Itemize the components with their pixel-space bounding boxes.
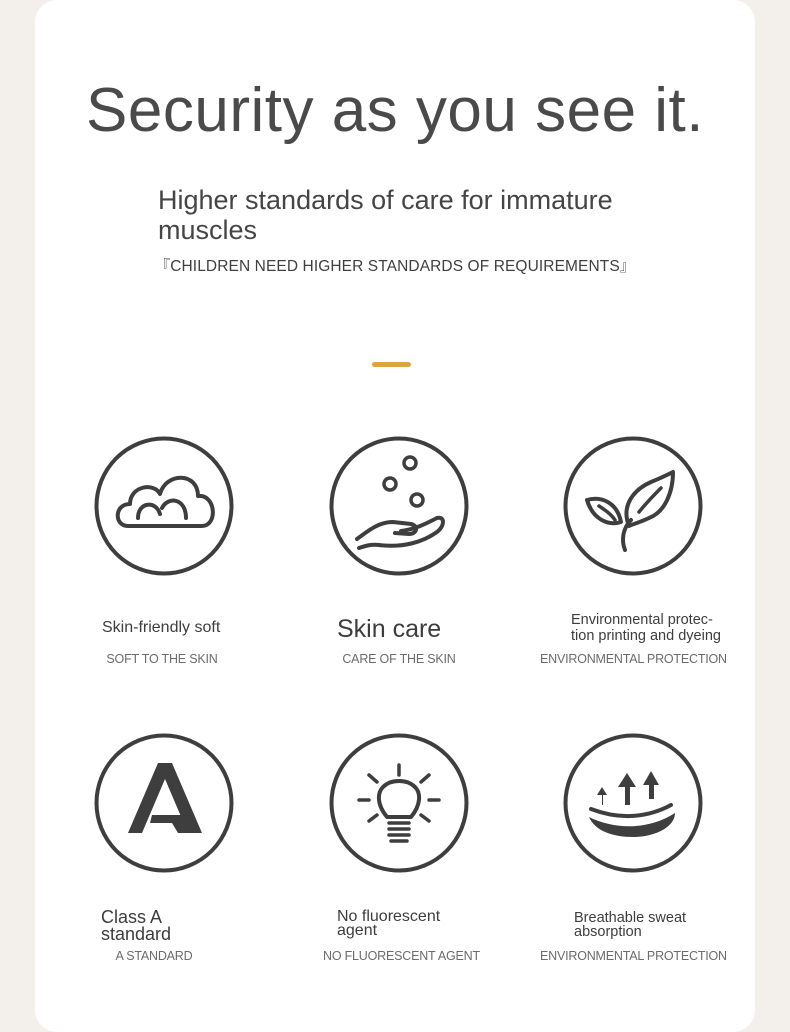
feature-title-line: No fluorescent (337, 908, 441, 925)
page-headline: Security as you see it. (86, 76, 704, 145)
breathable-arrows-icon (563, 733, 703, 873)
accent-divider (372, 362, 411, 367)
hand-bubbles-icon (329, 436, 469, 576)
feature-title-line: standard (101, 924, 172, 944)
feature-title-line: absorption (574, 924, 642, 940)
feature-title (574, 911, 686, 939)
leaf-icon (563, 436, 703, 576)
feature-title: Skin-friendly soft (102, 619, 221, 636)
feature-caption: ENVIRONMENTAL PROTECTION (540, 949, 727, 963)
feature-caption: CARE OF THE SKIN (342, 652, 456, 666)
feature-caption: A STANDARD (115, 949, 193, 963)
feature-title (571, 612, 721, 644)
feature-title-line: agent (337, 922, 378, 939)
feature-title-line: Class A (101, 907, 163, 927)
feature-title (101, 909, 171, 943)
page-tagline: 『CHILDREN NEED HIGHER STANDARDS OF REQUIREMENTS』 (154, 258, 636, 275)
feature-title-line: Breathable sweat (574, 910, 687, 926)
letter-a-icon (94, 733, 234, 873)
cloud-icon (94, 436, 234, 576)
page-subheading: Higher standards of care for immature muscles (158, 185, 613, 245)
feature-caption: ENVIRONMENTAL PROTECTION (540, 652, 727, 666)
feature-title: Skin care (337, 615, 442, 643)
feature-caption: NO FLUORESCENT AGENT (323, 949, 480, 963)
lightbulb-icon (329, 733, 469, 873)
feature-title (337, 910, 440, 938)
feature-title-line: tion printing and dyeing (571, 628, 721, 644)
feature-title-line: Environmental protec- (571, 612, 713, 628)
feature-caption: SOFT TO THE SKIN (106, 652, 218, 666)
